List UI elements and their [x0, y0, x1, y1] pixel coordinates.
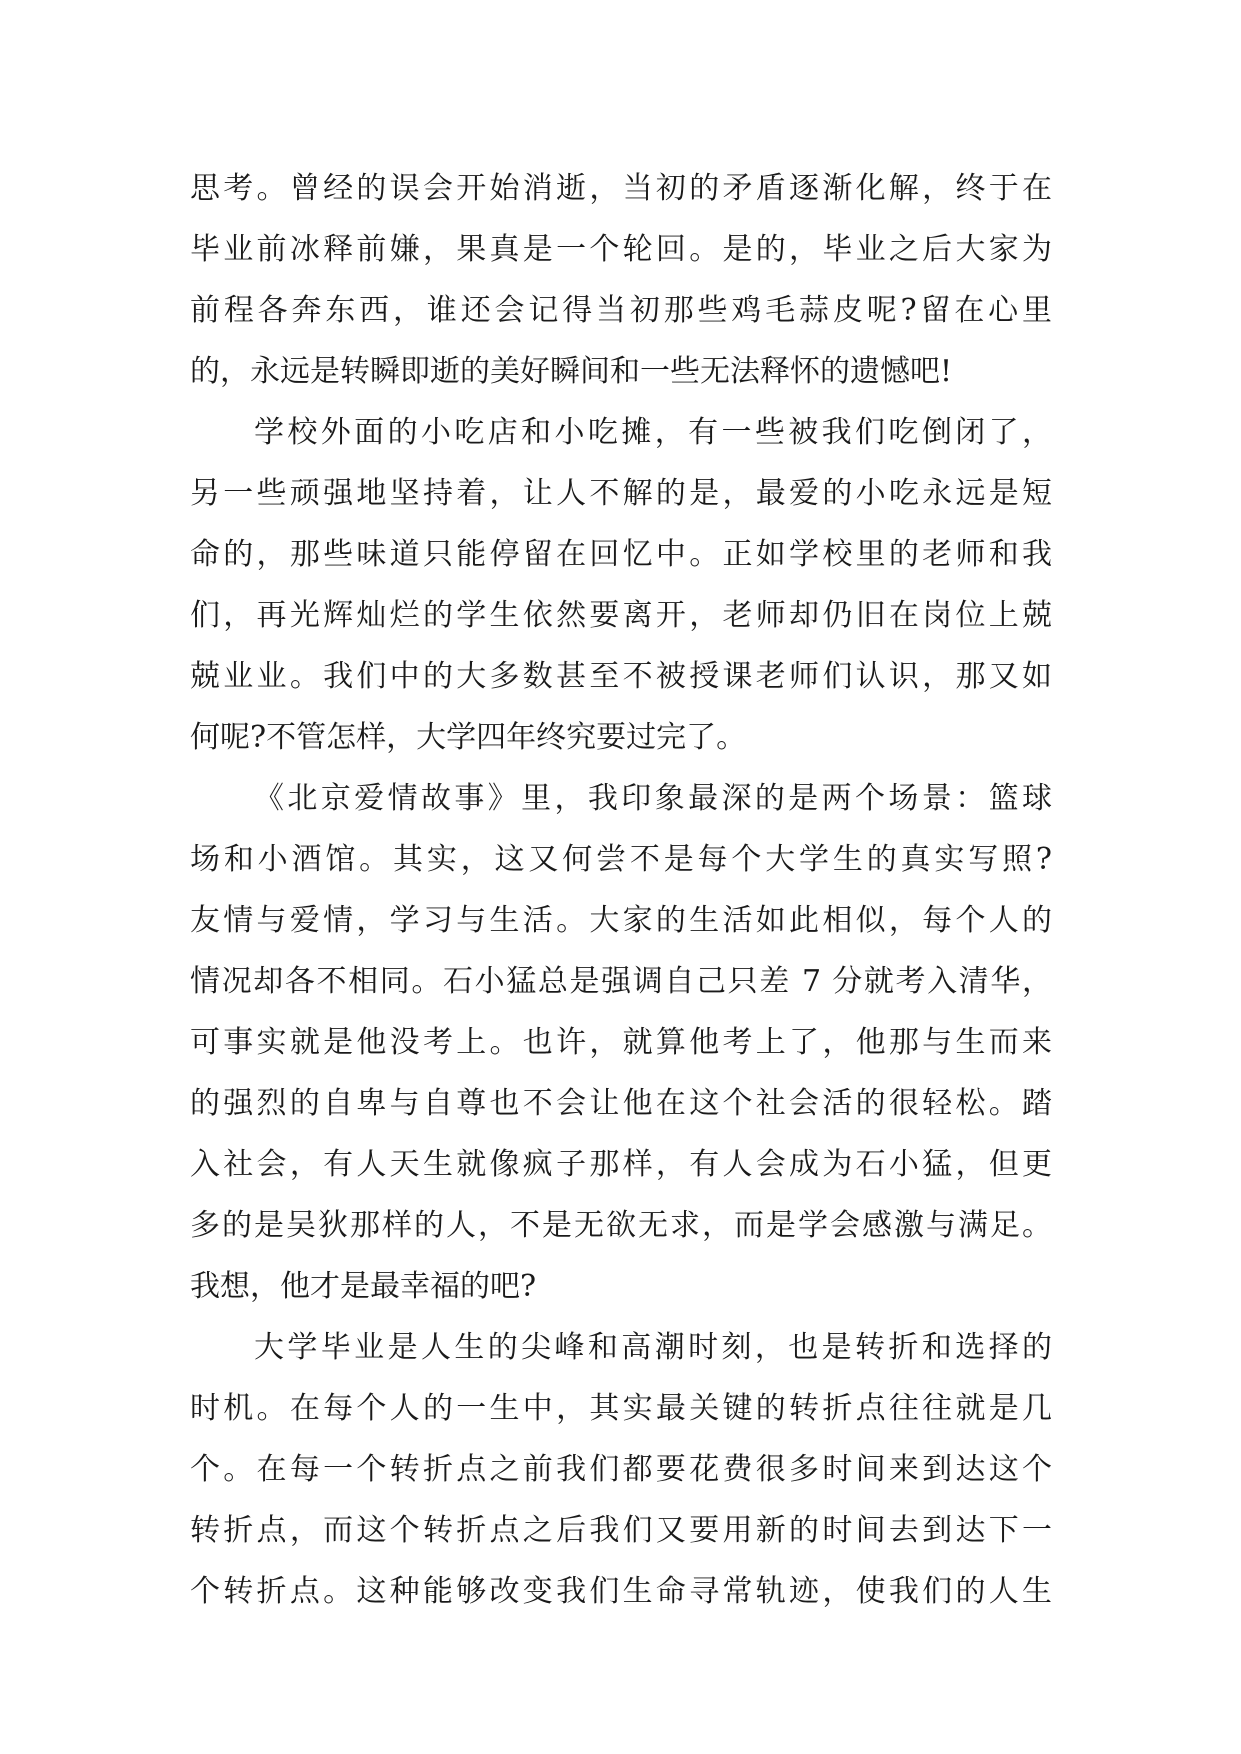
paragraph-line: 场和小酒馆。其实，这又何尝不是每个大学生的真实写照? — [190, 842, 1052, 877]
paragraph-line: 兢业业。我们中的大多数甚至不被授课老师们认识，那又如 — [190, 659, 1052, 694]
document-body — [190, 158, 1052, 1622]
paragraph-line: 友情与爱情，学习与生活。大家的生活如此相似，每个人的 — [190, 903, 1052, 938]
paragraph-line: 何呢?不管怎样，大学四年终究要过完了。 — [190, 720, 747, 755]
paragraph-line: 情况却各不相同。石小猛总是强调自己只差 7 分就考入清华， — [190, 964, 1052, 999]
paragraph-line: 时机。在每个人的一生中，其实最关键的转折点往往就是几 — [190, 1391, 1052, 1426]
paragraph-line: 个转折点。这种能够改变我们生命寻常轨迹，使我们的人生 — [190, 1574, 1052, 1609]
paragraph-line: 的强烈的自卑与自尊也不会让他在这个社会活的很轻松。踏 — [190, 1086, 1052, 1121]
paragraph-line: 多的是吴狄那样的人，不是无欲无求，而是学会感激与满足。 — [190, 1208, 1052, 1243]
paragraph-line: 入社会，有人天生就像疯子那样，有人会成为石小猛，但更 — [190, 1147, 1052, 1182]
paragraph-first-line: 大学毕业是人生的尖峰和高潮时刻，也是转折和选择的 — [254, 1330, 1052, 1365]
paragraph-line: 思考。曾经的误会开始消逝，当初的矛盾逐渐化解，终于在 — [190, 171, 1052, 206]
paragraph-line: 命的，那些味道只能停留在回忆中。正如学校里的老师和我 — [190, 537, 1052, 572]
paragraph-line: 另一些顽强地坚持着，让人不解的是，最爱的小吃永远是短 — [190, 476, 1052, 511]
paragraph-line: 们，再光辉灿烂的学生依然要离开，老师却仍旧在岗位上兢 — [190, 598, 1052, 633]
paragraph-line: 转折点，而这个转折点之后我们又要用新的时间去到达下一 — [190, 1513, 1052, 1548]
paragraph-line: 可事实就是他没考上。也许，就算他考上了，他那与生而来 — [190, 1025, 1052, 1060]
paragraph-line: 我想，他才是最幸福的吧? — [190, 1269, 537, 1304]
paragraph-first-line: 学校外面的小吃店和小吃摊，有一些被我们吃倒闭了， — [254, 415, 1052, 450]
paragraph-line: 个。在每一个转折点之前我们都要花费很多时间来到达这个 — [190, 1452, 1052, 1487]
paragraph-line: 前程各奔东西，谁还会记得当初那些鸡毛蒜皮呢?留在心里 — [190, 293, 1052, 328]
paragraph-line: 毕业前冰释前嫌，果真是一个轮回。是的，毕业之后大家为 — [190, 232, 1052, 267]
paragraph-first-line: 《北京爱情故事》里，我印象最深的是两个场景：篮球 — [254, 781, 1052, 816]
paragraph-line: 的，永远是转瞬即逝的美好瞬间和一些无法释怀的遗憾吧! — [190, 354, 953, 389]
